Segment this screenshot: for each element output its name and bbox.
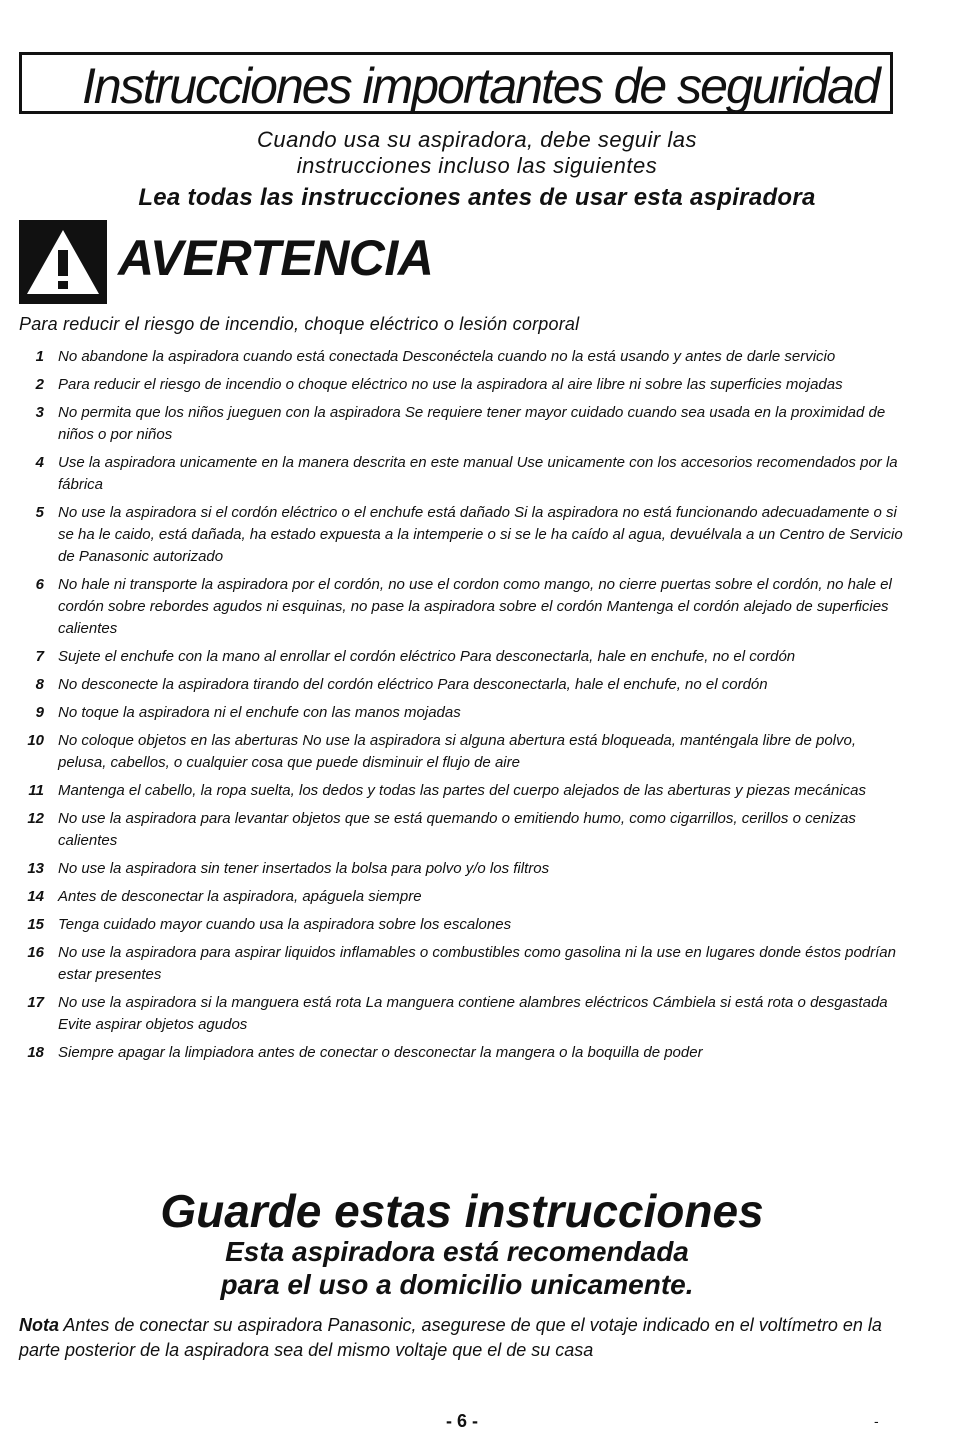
list-item: [0, 886, 954, 908]
list-item: [0, 346, 954, 368]
list-item: [0, 374, 954, 396]
item-number: 14: [27, 888, 44, 905]
item-text: Para reducir el riesgo de incendio o choque eléctrico no use la aspiradora al aire libre ni sobre las superficies mojadas: [58, 376, 843, 393]
item-text: Antes de desconectar la aspiradora, apáguela siempre: [58, 888, 422, 905]
item-number: 12: [27, 810, 44, 827]
list-item: [0, 1042, 954, 1064]
list-item: [0, 914, 954, 936]
item-text: Tenga cuidado mayor cuando usa la aspiradora sobre los escalones: [58, 916, 512, 933]
corner-mark: -: [874, 1413, 879, 1429]
item-number: 15: [27, 916, 44, 933]
item-number: 3: [35, 404, 44, 421]
item-number: 6: [35, 576, 44, 593]
list-item: [0, 702, 954, 724]
subtitle-line-2: instrucciones incluso las siguientes: [296, 153, 658, 178]
item-text: No toque la aspiradora ni el enchufe con las manos mojadas: [58, 704, 461, 721]
item-number: 16: [27, 944, 44, 961]
subtitle-line-1: Cuando usa su aspiradora, debe seguir las: [257, 127, 697, 152]
item-text: No desconecte la aspiradora tirando del cordón eléctrico Para desconectarla, hale el enchufe, no el cordón: [58, 676, 768, 693]
item-text: No use la aspiradora para levantar objetos que se está quemando o emitiendo humo, como cigarrillos, cerillos o cenizas calientes: [58, 810, 856, 849]
item-text: No use la aspiradora si la manguera está rota La manguera contiene alambres eléctricos Cámbiela si está rota o desgastada Evite aspirar objetos agudos: [58, 994, 888, 1033]
list-item: [0, 780, 954, 802]
item-number: 1: [35, 348, 44, 365]
item-number: 2: [35, 376, 44, 393]
safety-list: [0, 346, 954, 1070]
note-text: Antes de conectar su aspiradora Panasonic, asegurese de que el votaje indicado en el voltímetro en la parte posterior de la aspiradora sea del mismo voltaje que el de su casa: [19, 1315, 882, 1360]
item-text: No permita que los niños jueguen con la aspiradora Se requiere tener mayor cuidado cuando sea usada en la proximidad de niños o por niños: [58, 404, 886, 443]
page-number: - 6 -: [445, 1411, 478, 1431]
list-item: [0, 992, 954, 1036]
item-text: Mantenga el cabello, la ropa suelta, los dedos y todas las partes del cuerpo alejados de las aberturas y piezas mecánicas: [58, 782, 866, 799]
list-item: [0, 402, 954, 446]
list-item: [0, 674, 954, 696]
list-item: [0, 808, 954, 852]
recommendation-line-2: para el uso a domicilio unicamente.: [220, 1269, 694, 1300]
warning-triangle-icon: [19, 220, 107, 304]
title-box: [19, 52, 893, 114]
recommendation-line-1: Esta aspiradora está recomendada: [225, 1236, 689, 1267]
item-text: No coloque objetos en las aberturas No use la aspiradora si alguna abertura está bloqueada, manténgala libre de polvo, pelusa, cabellos, o cualquier cosa que puede disminuir el flujo de aire: [58, 732, 857, 771]
item-number: 4: [35, 454, 44, 471]
item-text: Siempre apagar la limpiadora antes de conectar o desconectar la mangera o la boquilla de poder: [58, 1044, 703, 1061]
item-text: No use la aspiradora sin tener insertados la bolsa para polvo y/o los filtros: [58, 860, 550, 877]
list-item: [0, 942, 954, 986]
item-number: 13: [27, 860, 44, 877]
note-paragraph: [19, 1313, 899, 1363]
page-title: Instrucciones importantes de seguridad: [82, 58, 879, 114]
list-item: [0, 730, 954, 774]
item-number: 18: [27, 1044, 44, 1061]
item-number: 5: [35, 504, 44, 521]
item-text: Use la aspiradora unicamente en la manera descrita en este manual Use unicamente con los accesorios recomendados por la fábrica: [58, 454, 898, 493]
item-number: 8: [35, 676, 44, 693]
item-text: No hale ni transporte la aspiradora por el cordón, no use el cordon como mango, no cierre puertas sobre el cordón, no hale el cordón sobre rebordes agudos ni esquinas, no pase la aspiradora sobre el cordón Mantenga el cordón alejado de superficies calientes: [58, 576, 892, 637]
item-number: 9: [35, 704, 44, 721]
item-text: Sujete el enchufe con la mano al enrollar el cordón eléctrico Para desconectarla, hale en enchufe, no el cordón: [58, 648, 796, 665]
warning-heading: AVERTENCIA: [118, 230, 434, 286]
list-item: [0, 646, 954, 668]
save-instructions-heading: Guarde estas instrucciones: [160, 1185, 764, 1237]
note-label: Nota: [19, 1315, 59, 1335]
list-item: [0, 502, 954, 568]
item-number: 17: [27, 994, 44, 1011]
item-number: 11: [28, 782, 44, 799]
warning-intro: Para reducir el riesgo de incendio, choque eléctrico o lesión corporal: [19, 314, 580, 334]
item-text: No abandone la aspiradora cuando está conectada Desconéctela cuando no la está usando y antes de darle servicio: [58, 348, 836, 365]
read-all-instructions: Lea todas las instrucciones antes de usar esta aspiradora: [138, 184, 816, 211]
item-number: 7: [35, 648, 44, 665]
list-item: [0, 452, 954, 496]
item-text: No use la aspiradora para aspirar liquidos inflamables o combustibles como gasolina ni la use en lugares donde éstos podrían estar presentes: [58, 944, 896, 983]
list-item: [0, 858, 954, 880]
item-number: 10: [27, 732, 44, 749]
list-item: [0, 574, 954, 640]
item-text: No use la aspiradora si el cordón eléctrico o el enchufe está dañado Si la aspiradora no está funcionando adecuadamente o si se ha le caido, está dañada, ha estado expuesta a la intemperie o si se le ha caído al agua, devuélvala a un Centro de Servicio de Panasonic autorizado: [58, 504, 903, 565]
